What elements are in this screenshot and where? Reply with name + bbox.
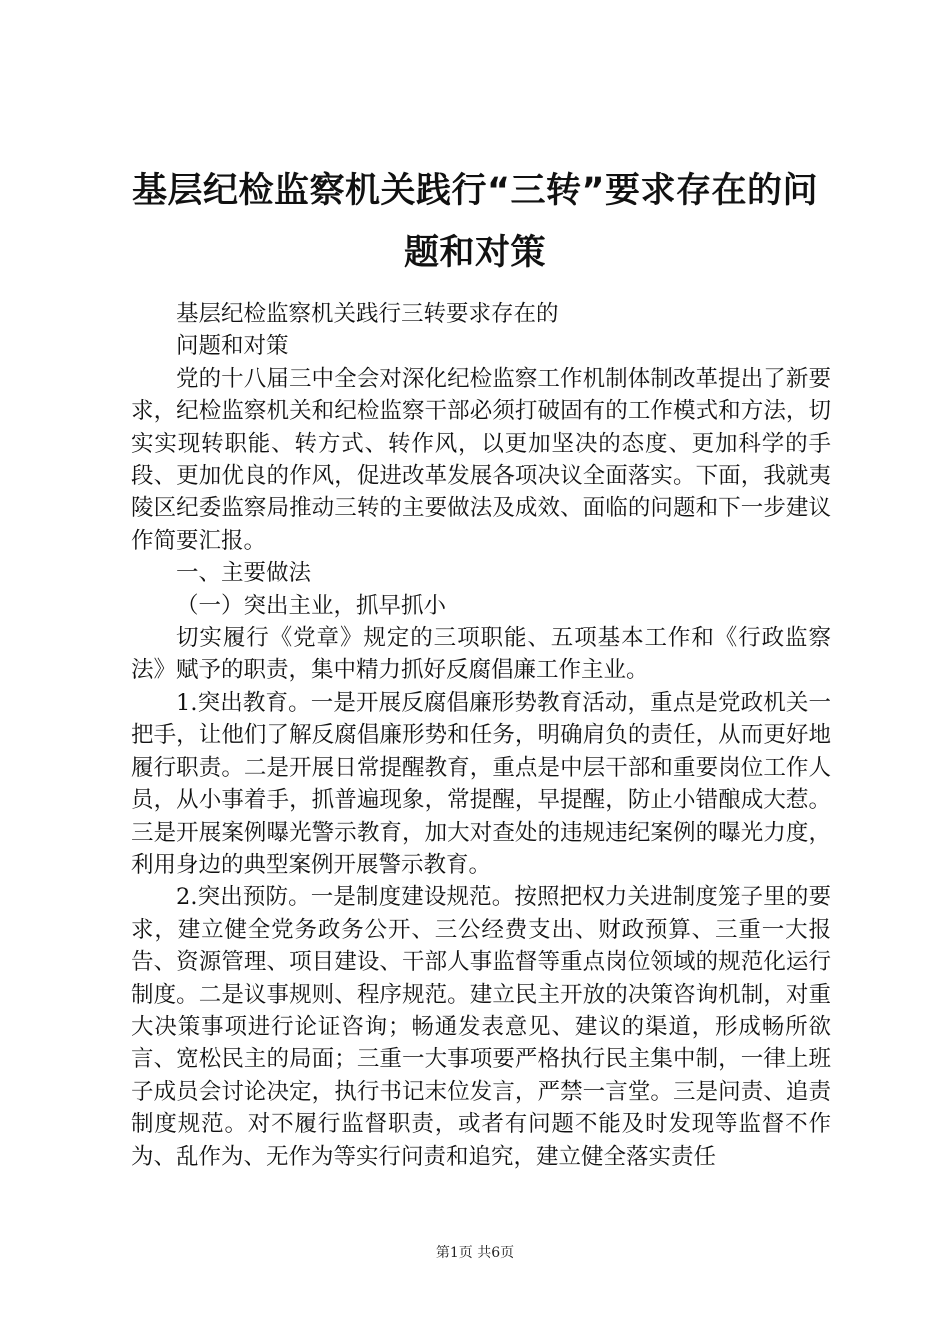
title-line-1: 基层纪检监察机关践行“三转”要求存在的问 (131, 171, 818, 211)
subtitle-line-2: 问题和对策 (176, 333, 289, 360)
page-number-footer: 第1页 共6页 (435, 1245, 515, 1261)
section-heading: 一、主要做法 (176, 560, 312, 587)
paragraph-education: 1.突出教育。一是开展反腐倡廉形势教育活动，重点是党政机关一把手，让他们了解反腐倡廉形势和任务，明确肩负的责任，从而更好地履行职责。二是开展日常提醒教育，重点是中层干部和重要岗位工作人员，从小事着手，抓普遍现象，常提醒，早提醒，防止小错酿成大惹。三是开展案例曝光警示教育，加大对查处的违规违纪案例的曝光力度，利用身边的典型案例开展警示教育。 (131, 689, 831, 878)
paragraph-duties: 切实履行《党章》规定的三项职能、五项基本工作和《行政监察法》赋予的职责，集中精力抓好反腐倡廉工作主业。 (131, 625, 831, 684)
paragraph-prevention: 2.突出预防。一是制度建设规范。按照把权力关进制度笼子里的要求，建立健全党务政务公开、三公经费支出、财政预算、三重一大报告、资源管理、项目建设、干部人事监督等重点岗位领域的规范化运行制度。二是议事规则、程序规范。建立民主开放的决策咨询机制，对重大决策事项进行论证咨询；畅通发表意见、建议的渠道，形成畅所欲言、宽松民主的局面；三重一大事项要严格执行民主集中制，一律上班子成员会讨论决定，执行书记末位发言，严禁一言堂。三是问责、追责制度规范。对不履行监督职责，或者有问题不能及时发现等监督不作为、乱作为、无作为等实行问责和追究，建立健全落实责任 (131, 884, 831, 1170)
subtitle-line-1: 基层纪检监察机关践行三转要求存在的 (176, 301, 559, 327)
document-title (120, 160, 830, 284)
document-body (131, 298, 831, 1173)
paragraph-intro: 党的十八届三中全会对深化纪检监察工作机制体制改革提出了新要求，纪检监察机关和纪检监察干部必须打破固有的工作模式和方法，切实实现转职能、转方式、转作风，以更加坚决的态度、更加科学的手段、更加优良的作风，促进改革发展各项决议全面落实。下面，我就夷陵区纪委监察局推动三转的主要做法及成效、面临的问题和下一步建议作简要汇报。 (131, 365, 831, 554)
subsection-heading: （一）突出主业，抓早抓小 (176, 592, 447, 619)
title-line-2: 题和对策 (403, 233, 546, 273)
